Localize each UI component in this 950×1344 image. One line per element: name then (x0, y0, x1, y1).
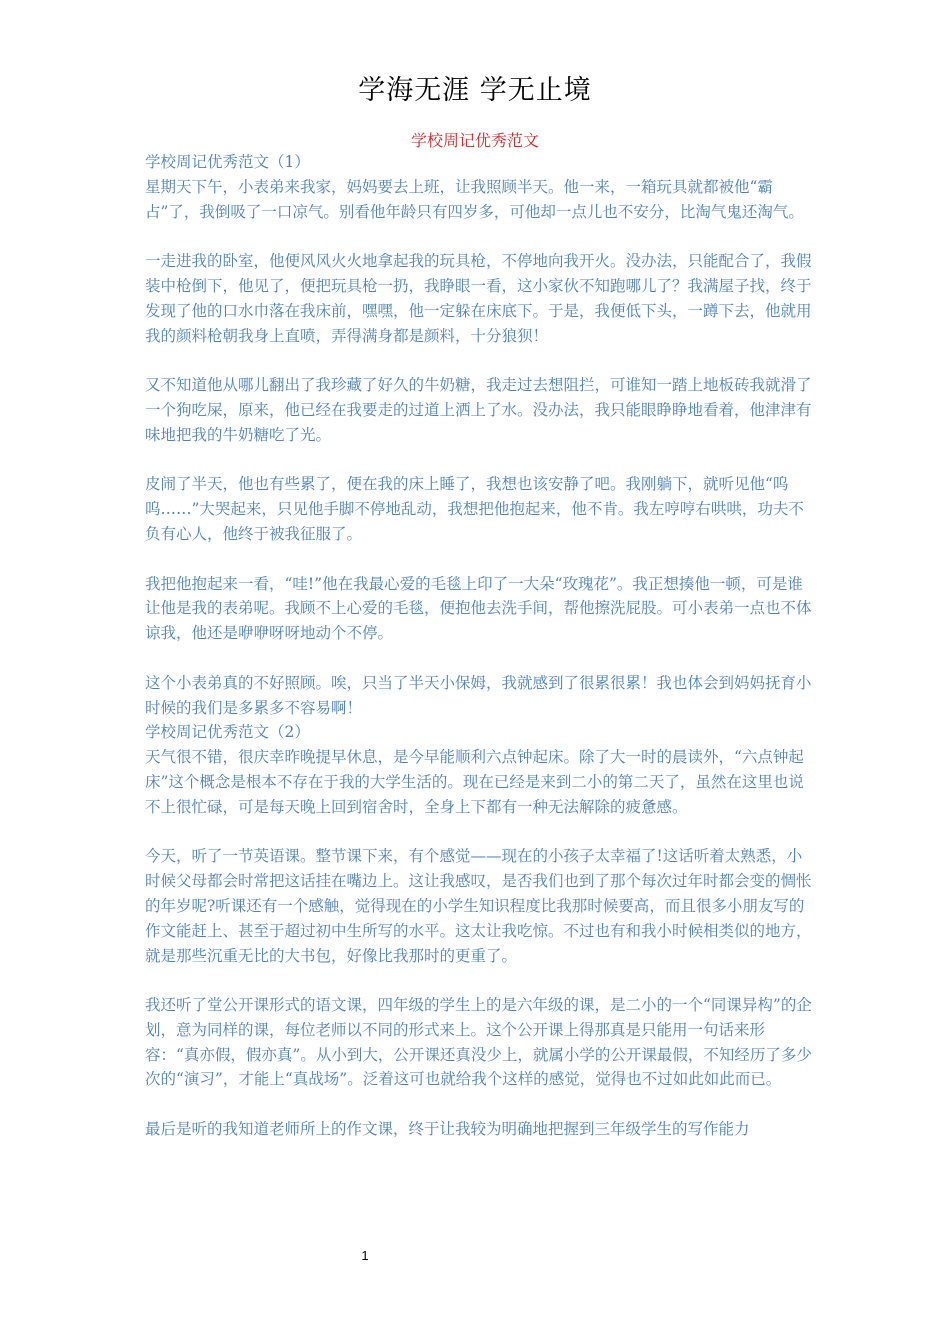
paragraph: 我还听了堂公开课形式的语文课，四年级的学生上的是六年级的课，是二小的一个“同课异构”的企划，意为同样的课，每位老师以不同的形式来上。这个公开课上得那真是只能用一句话来形容：“真亦假，假亦真”。从小到大，公开课还真没少上，就属小学的公开课最假，不知经历了多少次的“演习”，才能上“真战场”。泛着这可也就给我个这样的感觉，觉得也不过如此如此而已。 (145, 996, 812, 1089)
page-number: 1 (361, 1248, 369, 1263)
paragraph: 天气很不错，很庆幸昨晚提早休息，是今早能顺利六点钟起床。除了大一时的晨读外，“六点钟起床”这个概念是根本不存在于我的大学生活的。现在已经是来到二小的第二天了，虽然在这里也说不上很忙碌，可是每天晚上回到宿舍时，全身上下都有一种无法解除的疲惫感。 (145, 748, 804, 816)
page-header: 学海无涯 学无止境 (358, 75, 592, 106)
blank-line (145, 224, 815, 249)
blank-line (145, 820, 815, 845)
blank-line (145, 547, 815, 572)
paragraph: 我把他抱起来一看，“哇!”他在我最心爱的毛毯上印了一大朵“玫瑰花”。我正想揍他一顿，可是谁让他是我的表弟呢。我顾不上心爱的毛毯，便抱他去洗手间，帮他擦洗屁股。可小表弟一点也不体谅我，他还是咿咿呀呀地动个不停。 (145, 574, 812, 643)
document-title: 学校周记优秀范文 (410, 131, 539, 150)
blank-line (145, 968, 815, 993)
blank-line (145, 448, 815, 473)
paragraph: 星期天下午，小表弟来我家，妈妈要去上班，让我照顾半天。他一来，一箱玩具就都被他“霸占”了，我倒吸了一口凉气。别看他年龄只有四岁多，可他却一点儿也不安分，比淘气鬼还淘气。 (145, 177, 804, 221)
blank-line (145, 646, 815, 671)
document-body (145, 150, 815, 1142)
blank-line (145, 348, 815, 373)
section-heading: 学校周记优秀范文（2） (145, 723, 310, 742)
paragraph: 又不知道他从哪儿翻出了我珍藏了好久的牛奶糖，我走过去想阻拦，可谁知一踏上地板砖我就滑了一个狗吃屎，原来，他已经在我要走的过道上洒上了水。没办法，我只能眼睁睁地看着，他津津有味地把我的牛奶糖吃了光。 (145, 376, 812, 444)
paragraph: 这个小表弟真的不好照顾。唉，只当了半天小保姆，我就感到了很累很累！我也体会到妈妈抚育小时候的我们是多累多不容易啊！ (145, 673, 812, 717)
paragraph: 最后是听的我知道老师所上的作文课，终于让我较为明确地把握到三年级学生的写作能力 (145, 1120, 750, 1139)
paragraph: 一走进我的卧室，他便风风火火地拿起我的玩具枪，不停地向我开火。没办法，只能配合了，我假装中枪倒下，他见了，便把玩具枪一扔，我睁眼一看，这小家伙不知跑哪儿了？我满屋子找，终于发现了他的口水巾落在我床前，嘿嘿，他一定躲在床底下。于是，我便低下头，一蹲下去，他就用我的颜料枪朝我身上直喷，弄得满身都是颜料，十分狼狈！ (145, 252, 812, 345)
blank-line (145, 1092, 815, 1117)
paragraph: 今天，听了一节英语课。整节课下来，有个感觉——现在的小孩子太幸福了!这话听着太熟悉，小时候父母都会时常把这话挂在嘴边上。这让我感叹，是否我们也到了那个每次过年时都会变的惆怅的年岁呢?听课还有一个感触，觉得现在的小学生知识程度比我那时候要高，而且很多小朋友写的作文能赶上、甚至于超过初中生所写的水平。这太让我吃惊。不过也有和我小时候相类似的地方，就是那些沉重无比的大书包，好像比我那时的更重了。 (145, 847, 812, 965)
paragraph: 皮闹了半天，他也有些累了，便在我的床上睡了，我想也该安静了吧。我刚躺下，就听见他“呜呜……”大哭起来，只见他手脚不停地乱动，我想把他抱起来，他不肯。我左哼哼右哄哄，功夫不负有心人，他终于被我征服了。 (145, 475, 804, 543)
section-heading: 学校周记优秀范文（1） (145, 153, 310, 171)
